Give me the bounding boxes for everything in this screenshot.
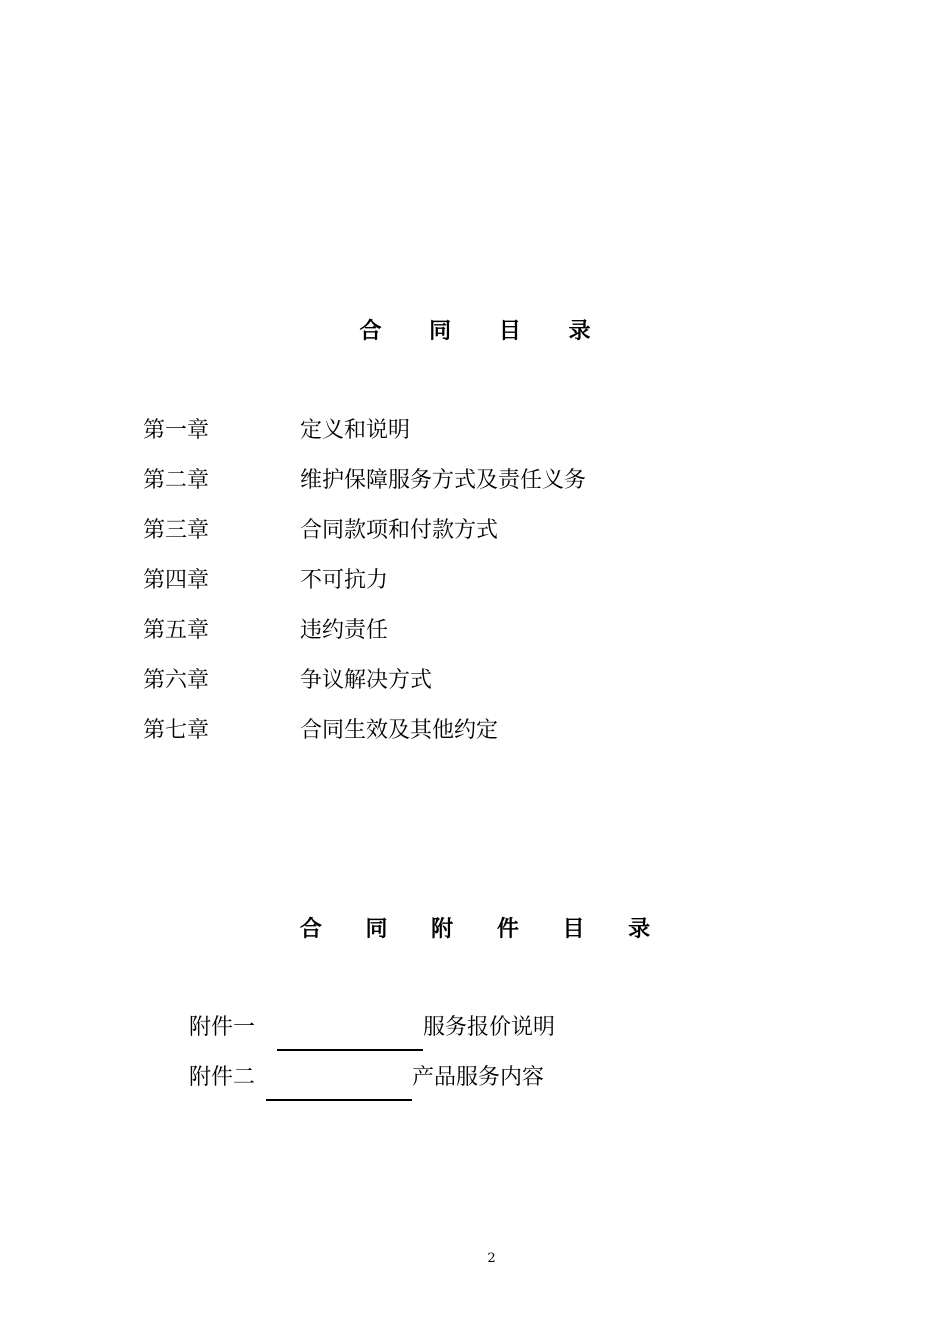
chapter-number: 第二章	[143, 468, 210, 493]
chapter-number: 第七章	[143, 718, 210, 743]
chapter-heading: 合同款项和付款方式	[300, 518, 499, 543]
appendix-description: 产品服务内容	[412, 1065, 545, 1090]
blank-underline	[266, 1099, 412, 1101]
chapter-number: 第四章	[143, 568, 210, 593]
chapter-heading: 定义和说明	[300, 418, 411, 443]
appendix-label: 附件二	[189, 1065, 256, 1090]
contract-toc-title: 合 同 目 录	[359, 319, 611, 344]
chapter-heading: 不可抗力	[300, 568, 389, 593]
appendix-toc-title: 合 同 附 件 目 录	[299, 917, 669, 942]
chapter-number: 第三章	[143, 518, 210, 543]
chapter-heading: 争议解决方式	[300, 668, 433, 693]
chapter-heading: 合同生效及其他约定	[300, 718, 499, 743]
chapter-number: 第五章	[143, 618, 210, 643]
blank-underline	[277, 1049, 423, 1051]
page-number: 2	[487, 1251, 496, 1266]
chapter-heading: 违约责任	[300, 618, 389, 643]
chapter-heading: 维护保障服务方式及责任义务	[300, 468, 587, 493]
appendix-description: 服务报价说明	[423, 1015, 556, 1040]
chapter-number: 第六章	[143, 668, 210, 693]
appendix-row	[189, 1063, 609, 1103]
chapter-number: 第一章	[143, 418, 210, 443]
appendix-label: 附件一	[189, 1015, 256, 1040]
appendix-row	[189, 1013, 609, 1053]
